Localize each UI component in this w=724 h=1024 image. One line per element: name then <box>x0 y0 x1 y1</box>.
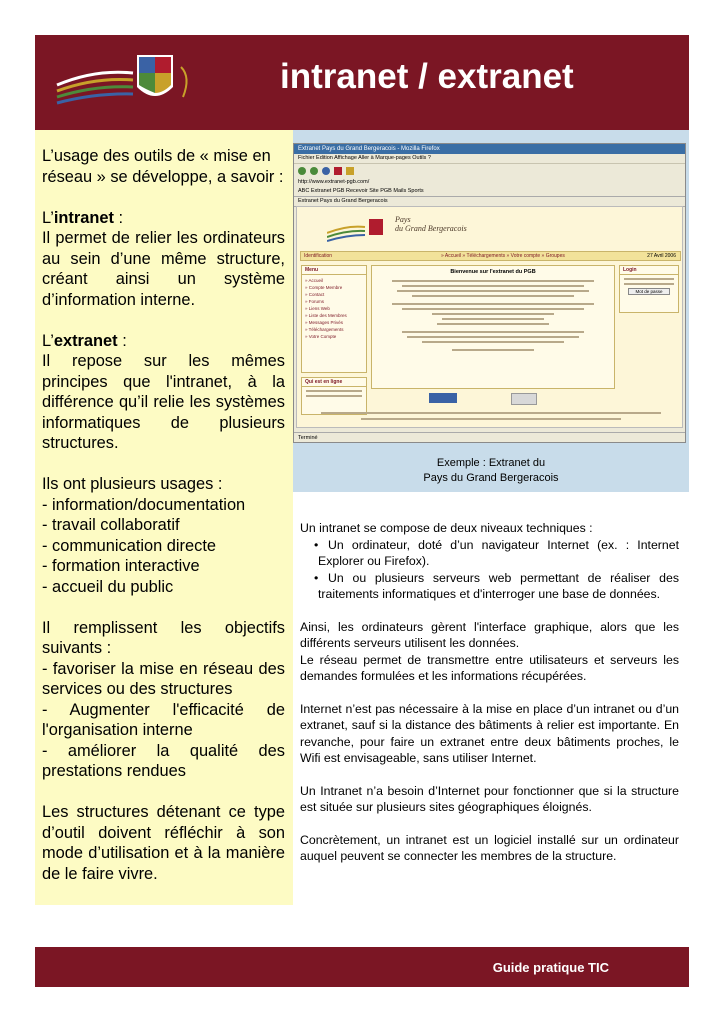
usages-list <box>42 474 285 597</box>
browser-title-bar: Extranet Pays du Grand Bergeracois - Mozilla Firefox <box>294 144 685 154</box>
image-caption: Exemple : Extranet du Pays du Grand Bergeracois <box>423 457 559 484</box>
toolbar-buttons-icon <box>294 164 414 178</box>
list-item: - information/documentation <box>42 495 246 514</box>
right-column-text <box>300 520 679 881</box>
footer-banner <box>35 947 689 987</box>
extranet-definition: Il repose sur les mêmes principes que l'intranet, à la différence qu’il relie les systèmes informatiques de plusieurs structures. <box>42 352 285 452</box>
sites-paragraph: Un Intranet n’a besoin d’Internet pour fonctionner que si la structure est située sur plusieurs sites géographiques éloignés. <box>300 783 679 814</box>
list-item: - accueil du public <box>42 577 174 596</box>
intro-paragraph: L’usage des outils de « mise en réseau » se développe, a savoir : <box>42 147 284 186</box>
php-logo-icon <box>429 393 457 403</box>
browser-address-bar: http://www.extranet-pgb.com/ <box>294 178 685 187</box>
concretement-paragraph: Concrètement, un intranet est un logiciel installé sur un ordinateur auquel peuvent se connecter les membres de la structure. <box>300 832 679 863</box>
list-item: - améliorer la qualité des prestations rendues <box>42 741 285 780</box>
site-menu-box: Menu » Accueil » Compte Membre » Contact » Forums » Liens Web » Liste des Membres » Messages Privés » Téléchargements » Votre Compte <box>301 265 367 373</box>
site-welcome-box: Bienvenue sur l'extranet du PGB <box>371 265 615 389</box>
extranet-paragraph <box>42 331 285 454</box>
browser-tab: Extranet Pays du Grand Bergeracois <box>294 197 685 207</box>
objectifs-title: Il remplissent les objectifs suivants : <box>42 618 285 657</box>
browser-screenshot <box>293 143 686 443</box>
techniques-intro: Un intranet se compose de deux niveaux techniques : <box>300 521 593 535</box>
browser-page <box>296 206 683 428</box>
site-online-box: Qui est en ligne <box>301 377 367 415</box>
usages-title: Ils ont plusieurs usages : <box>42 475 223 493</box>
intranet-term: intranet <box>53 208 114 227</box>
list-item: - travail collaboratif <box>42 516 180 534</box>
intranet-prefix: L’ <box>42 208 54 227</box>
list-item: • Un ou plusieurs serveurs web permettant de réaliser des traitements informatiques et d'interroger une base de données. <box>318 570 679 603</box>
intranet-paragraph <box>42 208 285 311</box>
site-name: Pays du Grand Bergeracois <box>395 215 467 233</box>
list-item: • Un ordinateur, doté d’un navigateur Internet (ex. : Internet Explorer ou Firefox). <box>318 537 679 570</box>
browser-status-bar: Terminé <box>294 432 685 442</box>
objectifs-list <box>42 618 285 782</box>
phpnuke-logo-icon <box>511 393 537 405</box>
techniques-list <box>300 537 679 603</box>
extranet-suffix: : <box>117 331 127 350</box>
interface-paragraph: Ainsi, les ordinateurs gèrent l'interface graphique, alors que les différents serveurs utilisent les données. Le réseau permet de transmettre entre utilisateurs et serveurs les demandes formulées et les informations récupérées. <box>300 619 679 683</box>
site-login-box: Login Mot de passe <box>619 265 679 313</box>
header-banner <box>35 35 689 130</box>
list-item: - communication directe <box>42 536 216 555</box>
list-item: - favoriser la mise en réseau des services ou des structures <box>42 659 285 698</box>
site-nav-bar: Identification » Accueil » Téléchargements » Votre compte » Groupes 27 Avril 2006 <box>300 251 681 261</box>
logo <box>55 47 195 117</box>
left-column-text <box>42 146 285 905</box>
page-title: intranet / extranet <box>280 57 574 96</box>
internet-paragraph: Internet n’est pas nécessaire à la mise en place d’un intranet ou d’un extranet, sauf si la distance des bâtiments à relier est importante. En revanche, pour faire un extranet entre deux bâtiments proches, le Wifi est envisageable, sans utiliser Internet. <box>300 701 679 765</box>
closing-paragraph: Les structures détenant ce type d’outil doivent réfléchir à son mode d’utilisation et à la manière de le faire vivre. <box>42 803 285 883</box>
list-item: - Augmenter l'efficacité de l'organisation interne <box>42 700 285 739</box>
browser-bookmarks-bar: ABC Extranet PGB Recevoir Site PGB Mails Sports <box>294 187 685 197</box>
site-logo-icon <box>327 215 387 245</box>
extranet-prefix: L’ <box>42 331 54 350</box>
browser-toolbar <box>294 163 685 178</box>
intranet-definition: Il permet de relier les ordinateurs au sein d’une même structure, créant ainsi un système d’information interne. <box>42 229 285 309</box>
list-item: - formation interactive <box>42 557 200 575</box>
footer-label: Guide pratique TIC <box>492 960 609 975</box>
intranet-suffix: : <box>113 208 124 227</box>
extranet-term: extranet <box>53 331 118 350</box>
browser-menu-bar: Fichier Edition Affichage Aller à Marque-pages Outils ? <box>294 154 685 163</box>
